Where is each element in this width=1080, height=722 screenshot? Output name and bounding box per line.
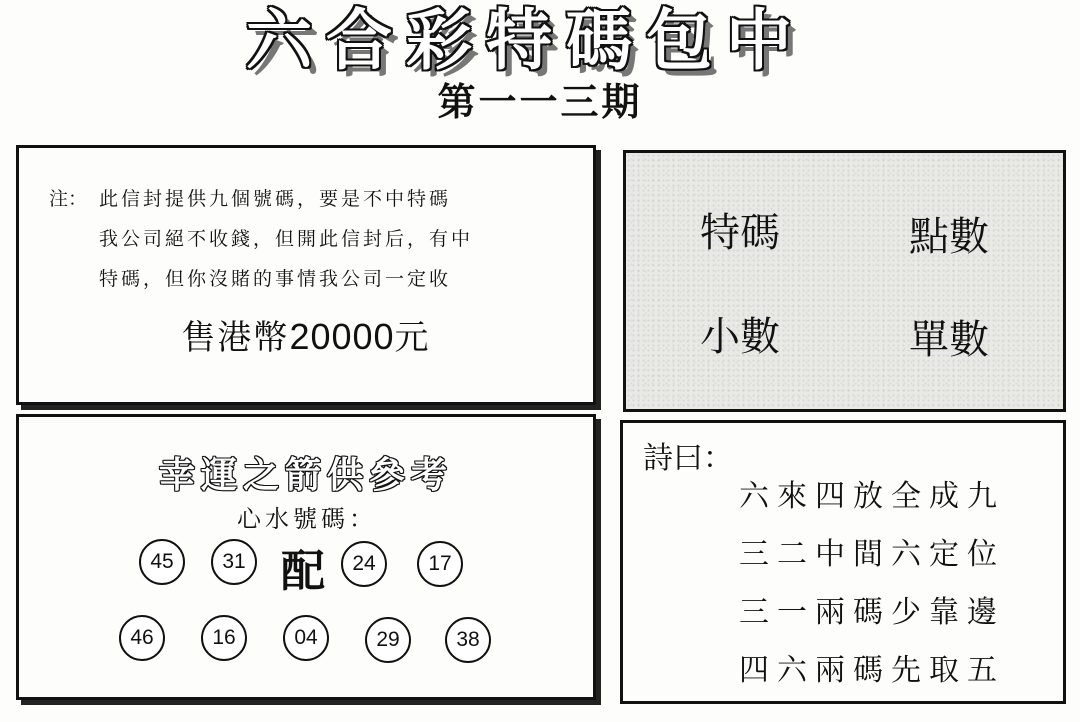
poem-title: 詩曰： bbox=[643, 442, 733, 475]
notice-line: 此信封提供九個號碼，要是不中特碼 bbox=[99, 188, 452, 210]
number-ball: 46 bbox=[119, 615, 165, 661]
poem-line: 六來四放全成九 bbox=[739, 479, 1005, 514]
lucky-numbers-box bbox=[16, 414, 596, 700]
price-suffix: 元 bbox=[394, 318, 431, 358]
price bbox=[19, 310, 593, 359]
notice-line: 我公司絕不收錢，但開此信封后，有中 bbox=[99, 228, 474, 250]
pei-character: 配 bbox=[281, 546, 325, 597]
price-prefix: 售港幣 bbox=[181, 318, 290, 358]
number-ball: 16 bbox=[201, 615, 247, 661]
poem-line: 三二中間六定位 bbox=[739, 537, 1005, 572]
number-ball: 31 bbox=[211, 539, 257, 585]
notice-line: 特碼，但你沒賭的事情我公司一定收 bbox=[99, 268, 452, 290]
number-ball: 38 bbox=[445, 617, 491, 663]
special-label: 小數 bbox=[700, 315, 780, 359]
special-label: 單數 bbox=[909, 318, 989, 362]
special-label: 點數 bbox=[909, 215, 989, 259]
poem-line: 三一兩碼少靠邊 bbox=[739, 595, 1005, 630]
specials-box bbox=[623, 150, 1066, 412]
number-ball: 17 bbox=[417, 541, 463, 587]
number-ball: 24 bbox=[341, 541, 387, 587]
number-ball: 04 bbox=[283, 615, 329, 661]
page-title: 六合彩特碼包中 bbox=[246, 1, 806, 79]
lucky-subtitle: 心水號碼： bbox=[237, 505, 377, 533]
number-ball: 29 bbox=[365, 617, 411, 663]
notice-box bbox=[16, 145, 596, 405]
number-ball: 45 bbox=[139, 539, 185, 585]
issue-number: 第一一三期 bbox=[437, 79, 643, 124]
price-amount: 20000 bbox=[289, 316, 395, 357]
notice-label: 注： bbox=[49, 188, 88, 210]
lucky-title: 幸運之箭供參考 bbox=[158, 454, 453, 496]
poem-line: 四六兩碼先取五 bbox=[739, 653, 1005, 688]
poem-box bbox=[620, 420, 1066, 704]
special-label: 特碼 bbox=[700, 211, 780, 255]
